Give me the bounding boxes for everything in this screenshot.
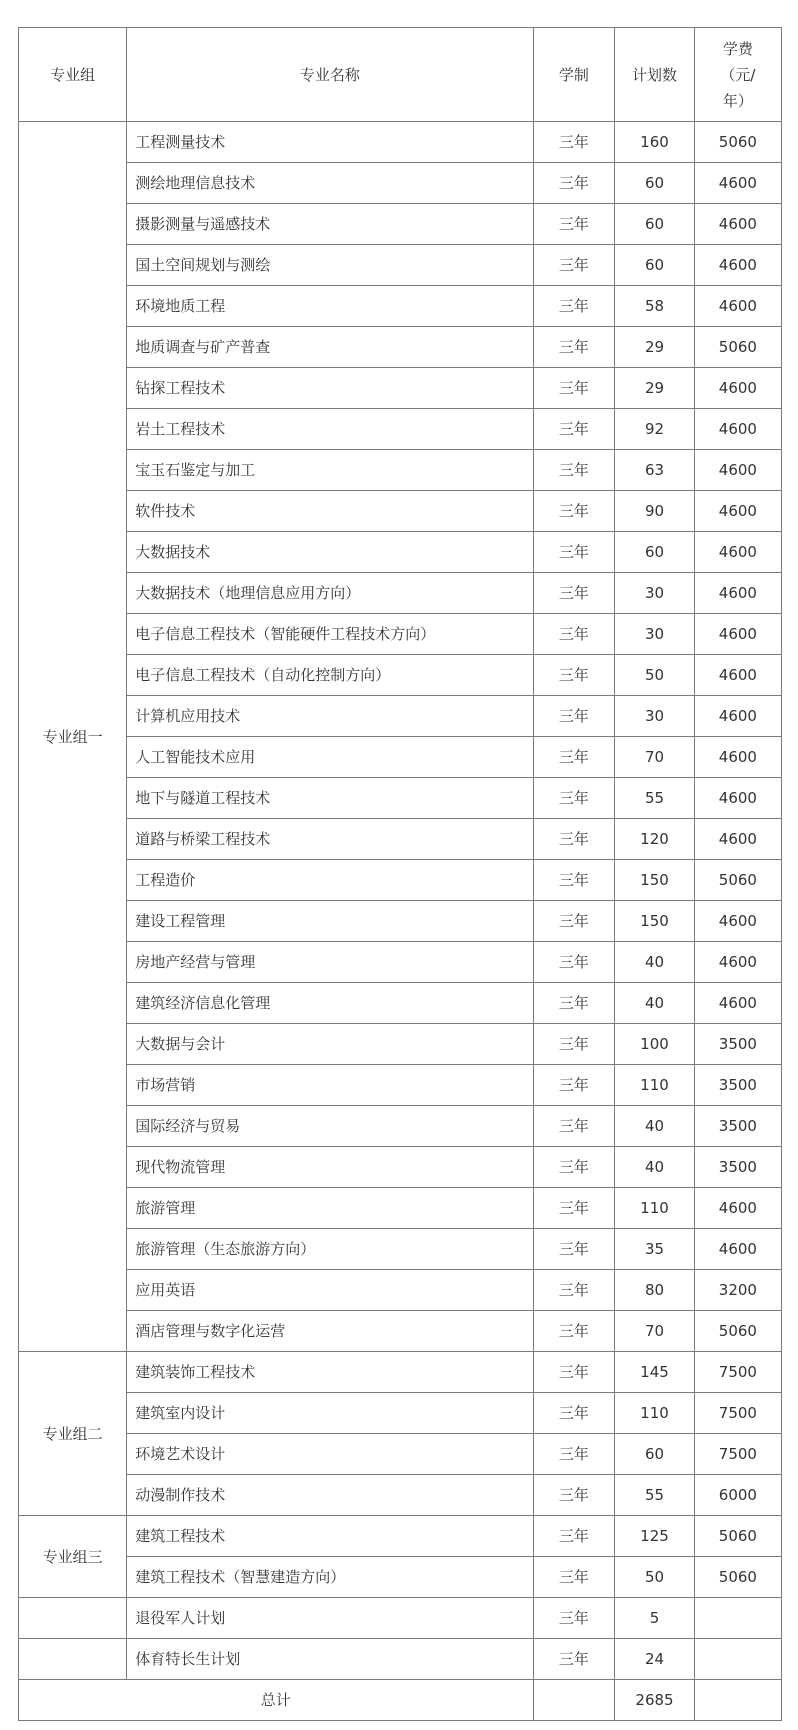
major-name-cell: 建筑工程技术（智慧建造方向） (127, 1557, 533, 1598)
tuition-cell: 4600 (694, 573, 781, 614)
duration-cell: 三年 (533, 942, 615, 983)
tuition-cell: 5060 (694, 1516, 781, 1557)
tuition-cell: 4600 (694, 778, 781, 819)
major-name-cell: 房地产经营与管理 (127, 942, 533, 983)
enrollment-plan-table (18, 27, 782, 1721)
plan-count-cell: 30 (615, 614, 695, 655)
duration-cell: 三年 (533, 737, 615, 778)
plan-count-cell: 55 (615, 1475, 695, 1516)
plan-count-cell: 40 (615, 983, 695, 1024)
duration-cell: 三年 (533, 122, 615, 163)
plan-count-cell: 160 (615, 122, 695, 163)
duration-cell: 三年 (533, 1434, 615, 1475)
major-name-cell: 地下与隧道工程技术 (127, 778, 533, 819)
tuition-cell: 3500 (694, 1106, 781, 1147)
tuition-cell: 4600 (694, 450, 781, 491)
plan-count-cell: 35 (615, 1229, 695, 1270)
major-name-cell: 工程造价 (127, 860, 533, 901)
table-row (19, 1516, 782, 1557)
major-name-cell: 应用英语 (127, 1270, 533, 1311)
plan-count-cell: 92 (615, 409, 695, 450)
tuition-cell: 4600 (694, 655, 781, 696)
major-name-cell: 建设工程管理 (127, 901, 533, 942)
tuition-cell: 4600 (694, 1229, 781, 1270)
header-name: 专业名称 (127, 28, 533, 122)
major-name-cell: 建筑工程技术 (127, 1516, 533, 1557)
header-fee-line2: （元/ (720, 65, 756, 84)
duration-cell: 三年 (533, 860, 615, 901)
table-row (19, 1311, 782, 1352)
header-plan: 计划数 (615, 28, 695, 122)
tuition-cell: 4600 (694, 901, 781, 942)
table-row (19, 1352, 782, 1393)
major-name-cell: 摄影测量与遥感技术 (127, 204, 533, 245)
header-fee-line3: 年） (722, 91, 753, 110)
duration-cell: 三年 (533, 245, 615, 286)
plan-count-cell: 110 (615, 1393, 695, 1434)
tuition-cell: 7500 (694, 1352, 781, 1393)
tuition-cell: 3500 (694, 1065, 781, 1106)
table-row (19, 1598, 782, 1639)
plan-count-cell: 29 (615, 368, 695, 409)
duration-cell: 三年 (533, 1475, 615, 1516)
major-name-cell: 岩土工程技术 (127, 409, 533, 450)
duration-cell: 三年 (533, 1557, 615, 1598)
table-row (19, 983, 782, 1024)
table-row (19, 409, 782, 450)
plan-count-cell: 70 (615, 1311, 695, 1352)
tuition-cell: 3200 (694, 1270, 781, 1311)
duration-cell: 三年 (533, 368, 615, 409)
table-row (19, 1434, 782, 1475)
total-plan-cell: 2685 (615, 1680, 695, 1721)
group-label-cell (19, 1639, 127, 1680)
major-name-cell: 大数据与会计 (127, 1024, 533, 1065)
duration-cell: 三年 (533, 1188, 615, 1229)
header-duration: 学制 (533, 28, 615, 122)
table-row (19, 655, 782, 696)
tuition-cell: 4600 (694, 983, 781, 1024)
major-name-cell: 钻探工程技术 (127, 368, 533, 409)
table-row (19, 1639, 782, 1680)
table-row (19, 573, 782, 614)
table-row (19, 327, 782, 368)
group-label-cell: 专业组三 (19, 1516, 127, 1598)
header-row (19, 28, 782, 122)
plan-count-cell: 110 (615, 1188, 695, 1229)
tuition-cell: 3500 (694, 1024, 781, 1065)
plan-count-cell: 60 (615, 204, 695, 245)
major-name-cell: 国际经济与贸易 (127, 1106, 533, 1147)
major-name-cell: 地质调查与矿产普查 (127, 327, 533, 368)
major-name-cell: 环境艺术设计 (127, 1434, 533, 1475)
duration-cell: 三年 (533, 286, 615, 327)
duration-cell: 三年 (533, 1393, 615, 1434)
tuition-cell (694, 1639, 781, 1680)
tuition-cell: 4600 (694, 532, 781, 573)
table-row (19, 1188, 782, 1229)
plan-count-cell: 60 (615, 532, 695, 573)
plan-count-cell: 145 (615, 1352, 695, 1393)
plan-count-cell: 50 (615, 1557, 695, 1598)
duration-cell: 三年 (533, 491, 615, 532)
total-fee-cell (694, 1680, 781, 1721)
plan-count-cell: 40 (615, 942, 695, 983)
table-row (19, 163, 782, 204)
major-name-cell: 国土空间规划与测绘 (127, 245, 533, 286)
tuition-cell: 6000 (694, 1475, 781, 1516)
duration-cell: 三年 (533, 1598, 615, 1639)
duration-cell: 三年 (533, 1229, 615, 1270)
plan-count-cell: 24 (615, 1639, 695, 1680)
table-row (19, 737, 782, 778)
tuition-cell: 7500 (694, 1393, 781, 1434)
group-label-cell: 专业组一 (19, 122, 127, 1352)
tuition-cell: 4600 (694, 737, 781, 778)
plan-count-cell: 40 (615, 1147, 695, 1188)
table-row (19, 1557, 782, 1598)
group-label-cell (19, 1598, 127, 1639)
table-row (19, 1393, 782, 1434)
duration-cell: 三年 (533, 696, 615, 737)
table-row (19, 860, 782, 901)
plan-count-cell: 50 (615, 655, 695, 696)
duration-cell: 三年 (533, 573, 615, 614)
total-label-cell: 总计 (19, 1680, 534, 1721)
major-name-cell: 动漫制作技术 (127, 1475, 533, 1516)
header-group: 专业组 (19, 28, 127, 122)
duration-cell: 三年 (533, 409, 615, 450)
duration-cell: 三年 (533, 1311, 615, 1352)
total-row (19, 1680, 782, 1721)
duration-cell: 三年 (533, 1065, 615, 1106)
major-name-cell: 建筑装饰工程技术 (127, 1352, 533, 1393)
major-name-cell: 电子信息工程技术（智能硬件工程技术方向） (127, 614, 533, 655)
table-row (19, 1229, 782, 1270)
tuition-cell: 3500 (694, 1147, 781, 1188)
major-name-cell: 电子信息工程技术（自动化控制方向） (127, 655, 533, 696)
table-row (19, 1065, 782, 1106)
table-row (19, 532, 782, 573)
major-name-cell: 测绘地理信息技术 (127, 163, 533, 204)
tuition-cell: 4600 (694, 614, 781, 655)
plan-count-cell: 63 (615, 450, 695, 491)
tuition-cell: 4600 (694, 368, 781, 409)
major-name-cell: 旅游管理（生态旅游方向） (127, 1229, 533, 1270)
plan-count-cell: 60 (615, 1434, 695, 1475)
plan-count-cell: 120 (615, 819, 695, 860)
duration-cell: 三年 (533, 532, 615, 573)
major-name-cell: 退役军人计划 (127, 1598, 533, 1639)
major-name-cell: 市场营销 (127, 1065, 533, 1106)
header-fee-line1: 学费 (722, 39, 753, 58)
plan-count-cell: 30 (615, 573, 695, 614)
duration-cell: 三年 (533, 614, 615, 655)
plan-count-cell: 30 (615, 696, 695, 737)
major-name-cell: 人工智能技术应用 (127, 737, 533, 778)
duration-cell: 三年 (533, 983, 615, 1024)
tuition-cell: 4600 (694, 942, 781, 983)
plan-count-cell: 70 (615, 737, 695, 778)
plan-count-cell: 55 (615, 778, 695, 819)
plan-count-cell: 150 (615, 901, 695, 942)
plan-count-cell: 90 (615, 491, 695, 532)
major-name-cell: 宝玉石鉴定与加工 (127, 450, 533, 491)
table-row (19, 368, 782, 409)
plan-count-cell: 100 (615, 1024, 695, 1065)
plan-count-cell: 60 (615, 163, 695, 204)
tuition-cell: 4600 (694, 491, 781, 532)
tuition-cell: 4600 (694, 245, 781, 286)
tuition-cell: 4600 (694, 409, 781, 450)
duration-cell: 三年 (533, 204, 615, 245)
major-name-cell: 大数据技术 (127, 532, 533, 573)
table-body (19, 122, 782, 1721)
table-row (19, 1475, 782, 1516)
major-name-cell: 道路与桥梁工程技术 (127, 819, 533, 860)
plan-count-cell: 58 (615, 286, 695, 327)
group-label-cell: 专业组二 (19, 1352, 127, 1516)
table-row (19, 778, 782, 819)
duration-cell: 三年 (533, 163, 615, 204)
duration-cell: 三年 (533, 1106, 615, 1147)
major-name-cell: 计算机应用技术 (127, 696, 533, 737)
table-row (19, 1024, 782, 1065)
major-name-cell: 建筑经济信息化管理 (127, 983, 533, 1024)
table-row (19, 1147, 782, 1188)
plan-count-cell: 125 (615, 1516, 695, 1557)
tuition-cell: 4600 (694, 204, 781, 245)
tuition-cell: 5060 (694, 327, 781, 368)
major-name-cell: 大数据技术（地理信息应用方向） (127, 573, 533, 614)
major-name-cell: 软件技术 (127, 491, 533, 532)
plan-count-cell: 5 (615, 1598, 695, 1639)
table-row (19, 245, 782, 286)
tuition-cell (694, 1598, 781, 1639)
table-row (19, 614, 782, 655)
major-name-cell: 环境地质工程 (127, 286, 533, 327)
duration-cell: 三年 (533, 450, 615, 491)
table-row (19, 122, 782, 163)
duration-cell: 三年 (533, 778, 615, 819)
tuition-cell: 5060 (694, 1311, 781, 1352)
table-row (19, 491, 782, 532)
plan-count-cell: 110 (615, 1065, 695, 1106)
major-name-cell: 酒店管理与数字化运营 (127, 1311, 533, 1352)
major-name-cell: 体育特长生计划 (127, 1639, 533, 1680)
plan-count-cell: 150 (615, 860, 695, 901)
duration-cell: 三年 (533, 1270, 615, 1311)
major-name-cell: 建筑室内设计 (127, 1393, 533, 1434)
table-row (19, 696, 782, 737)
tuition-cell: 4600 (694, 819, 781, 860)
table-row (19, 1106, 782, 1147)
duration-cell: 三年 (533, 327, 615, 368)
table-row (19, 204, 782, 245)
total-duration-cell (533, 1680, 615, 1721)
tuition-cell: 4600 (694, 163, 781, 204)
duration-cell: 三年 (533, 1352, 615, 1393)
duration-cell: 三年 (533, 1147, 615, 1188)
table-row (19, 450, 782, 491)
duration-cell: 三年 (533, 1024, 615, 1065)
major-name-cell: 现代物流管理 (127, 1147, 533, 1188)
tuition-cell: 7500 (694, 1434, 781, 1475)
table-row (19, 286, 782, 327)
header-fee (694, 28, 781, 122)
table-row (19, 1270, 782, 1311)
duration-cell: 三年 (533, 1639, 615, 1680)
major-name-cell: 工程测量技术 (127, 122, 533, 163)
plan-count-cell: 40 (615, 1106, 695, 1147)
major-name-cell: 旅游管理 (127, 1188, 533, 1229)
plan-count-cell: 80 (615, 1270, 695, 1311)
table-row (19, 819, 782, 860)
tuition-cell: 4600 (694, 1188, 781, 1229)
tuition-cell: 5060 (694, 860, 781, 901)
plan-count-cell: 29 (615, 327, 695, 368)
duration-cell: 三年 (533, 901, 615, 942)
tuition-cell: 5060 (694, 122, 781, 163)
tuition-cell: 4600 (694, 696, 781, 737)
table-row (19, 901, 782, 942)
duration-cell: 三年 (533, 819, 615, 860)
plan-count-cell: 60 (615, 245, 695, 286)
duration-cell: 三年 (533, 655, 615, 696)
tuition-cell: 5060 (694, 1557, 781, 1598)
duration-cell: 三年 (533, 1516, 615, 1557)
table-row (19, 942, 782, 983)
tuition-cell: 4600 (694, 286, 781, 327)
